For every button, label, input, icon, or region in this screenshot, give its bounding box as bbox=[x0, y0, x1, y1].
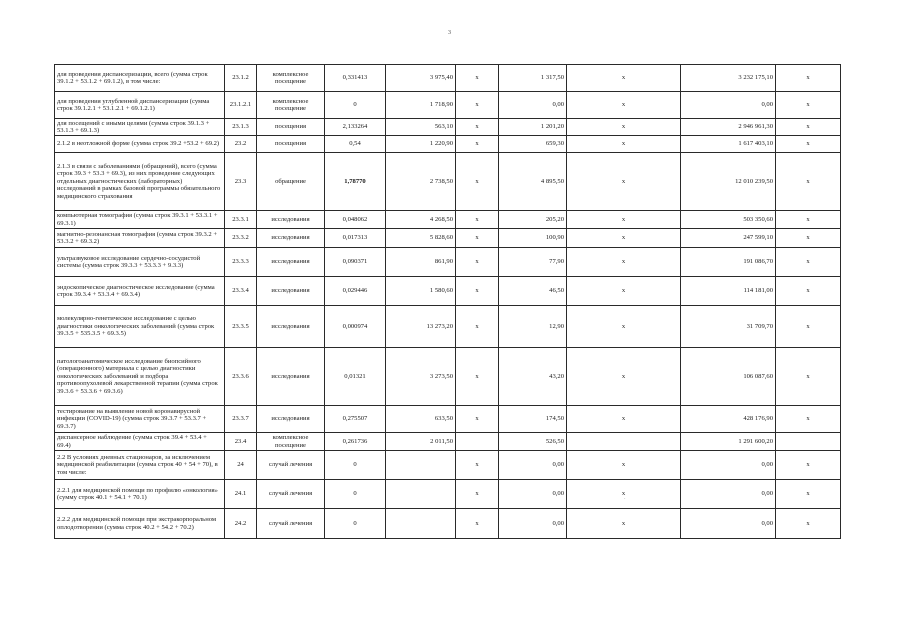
row-total: 503 350,60 bbox=[681, 211, 776, 229]
row-name: 2.2 В условиях дневных стационаров, за исключением медицинской реабилитации (сумма строк 40 + 54 + 70), в том числе: bbox=[55, 451, 225, 480]
row-number: 23.3.7 bbox=[225, 406, 257, 433]
scan-speck: · bbox=[624, 497, 626, 502]
row-name: 2.1.2 в неотложной форме (сумма строк 39.2 +53.2 + 69.2) bbox=[55, 136, 225, 153]
row-per-capita: 100,90 bbox=[499, 229, 567, 248]
row-total: 12 010 239,50 bbox=[681, 153, 776, 211]
row-total: 31 709,70 bbox=[681, 306, 776, 348]
row-per-capita: 526,50 bbox=[499, 433, 567, 451]
row-x-marker: х bbox=[456, 229, 499, 248]
row-name: для посещений с иными целями (сумма строк 39.1.3 + 53.1.3 + 69.1.3) bbox=[55, 119, 225, 136]
row-x-marker: х bbox=[456, 92, 499, 119]
row-x-marker: х bbox=[456, 65, 499, 92]
table-row bbox=[55, 277, 841, 306]
row-x-marker: х bbox=[776, 509, 841, 539]
row-unit: исследования bbox=[257, 306, 325, 348]
row-number: 23.2 bbox=[225, 136, 257, 153]
row-x-marker: х bbox=[567, 277, 681, 306]
row-unit: исследования bbox=[257, 248, 325, 277]
row-name: патологоанатомическое исследование биопсийного (операционного) материала с целью диагностики онкологических заболеваний и подбора противоопухолевой лекарственной терапии (сумма строк 39.3.6 + 53.3.6 + 69.3.6) bbox=[55, 348, 225, 406]
row-unit-cost: 1 580,60 bbox=[386, 277, 456, 306]
row-x-marker: х bbox=[567, 306, 681, 348]
row-total: 247 599,10 bbox=[681, 229, 776, 248]
row-total: 191 086,70 bbox=[681, 248, 776, 277]
row-x-marker: х bbox=[456, 248, 499, 277]
table-body bbox=[55, 65, 841, 539]
row-x-marker: х bbox=[776, 119, 841, 136]
row-x-marker: х bbox=[456, 211, 499, 229]
row-x-marker: х bbox=[776, 248, 841, 277]
row-number: 24.2 bbox=[225, 509, 257, 539]
row-name: для проведения диспансеризации, всего (сумма строк 39.1.2 + 53.1.2 + 69.1.2), в том числе: bbox=[55, 65, 225, 92]
row-per-capita: 174,50 bbox=[499, 406, 567, 433]
row-x-marker bbox=[456, 433, 499, 451]
row-total: 3 232 175,10 bbox=[681, 65, 776, 92]
row-unit-cost: 3 975,40 bbox=[386, 65, 456, 92]
row-x-marker: х bbox=[776, 153, 841, 211]
row-unit: исследования bbox=[257, 277, 325, 306]
table-row bbox=[55, 406, 841, 433]
row-norm: 0 bbox=[325, 92, 386, 119]
row-name: тестирование на выявление новой коронавирусной инфекции (COVID-19) (сумма строк 39.3.7 + 53.3.7 + 69.3.7) bbox=[55, 406, 225, 433]
row-norm: 0,090371 bbox=[325, 248, 386, 277]
row-x-marker: х bbox=[567, 92, 681, 119]
row-unit-cost: 4 268,50 bbox=[386, 211, 456, 229]
row-unit-cost: 1 220,90 bbox=[386, 136, 456, 153]
row-name: для проведения углубленной диспансеризации (сумма строк 39.1.2.1 + 53.1.2.1 + 69.1.2.1) bbox=[55, 92, 225, 119]
row-x-marker: х bbox=[567, 119, 681, 136]
row-per-capita: 4 895,50 bbox=[499, 153, 567, 211]
row-total: 106 087,60 bbox=[681, 348, 776, 406]
row-x-marker: х bbox=[776, 348, 841, 406]
row-unit: комплексное посещение bbox=[257, 65, 325, 92]
row-x-marker: х bbox=[776, 65, 841, 92]
row-number: 24 bbox=[225, 451, 257, 480]
table-row bbox=[55, 136, 841, 153]
row-norm: 0,275507 bbox=[325, 406, 386, 433]
row-norm: 0,331413 bbox=[325, 65, 386, 92]
row-norm: 2,133264 bbox=[325, 119, 386, 136]
row-x-marker bbox=[567, 433, 681, 451]
row-unit-cost: 563,10 bbox=[386, 119, 456, 136]
row-unit-cost: 861,90 bbox=[386, 248, 456, 277]
row-x-marker bbox=[776, 433, 841, 451]
row-per-capita: 0,00 bbox=[499, 451, 567, 480]
row-norm: 0,029446 bbox=[325, 277, 386, 306]
row-name: диспансерное наблюдение (сумма строк 39.4 + 53.4 + 69.4) bbox=[55, 433, 225, 451]
row-unit-cost: 1 718,90 bbox=[386, 92, 456, 119]
table-row bbox=[55, 211, 841, 229]
row-per-capita: 43,20 bbox=[499, 348, 567, 406]
row-unit-cost bbox=[386, 480, 456, 509]
row-per-capita: 0,00 bbox=[499, 92, 567, 119]
row-norm: 0,017313 bbox=[325, 229, 386, 248]
table-row bbox=[55, 433, 841, 451]
row-unit: случай лечения bbox=[257, 451, 325, 480]
row-number: 23.1.3 bbox=[225, 119, 257, 136]
row-unit-cost: 13 273,20 bbox=[386, 306, 456, 348]
row-x-marker: х bbox=[456, 136, 499, 153]
row-x-marker: х bbox=[456, 277, 499, 306]
row-unit-cost: 633,50 bbox=[386, 406, 456, 433]
row-number: 23.3.3 bbox=[225, 248, 257, 277]
row-x-marker: х bbox=[567, 509, 681, 539]
row-norm: 1,78770 bbox=[325, 153, 386, 211]
row-x-marker: х bbox=[567, 229, 681, 248]
page-number: 3 bbox=[448, 30, 451, 36]
row-x-marker: х bbox=[567, 451, 681, 480]
row-name: ультразвуковое исследование сердечно-сосудистой системы (сумма строк 39.3.3 + 53.3.3 + 9.3.3) bbox=[55, 248, 225, 277]
row-unit: посещения bbox=[257, 119, 325, 136]
row-unit: исследования bbox=[257, 229, 325, 248]
row-total: 114 181,00 bbox=[681, 277, 776, 306]
row-number: 23.3.2 bbox=[225, 229, 257, 248]
row-x-marker: х bbox=[456, 153, 499, 211]
row-total: 1 617 403,10 bbox=[681, 136, 776, 153]
row-x-marker: х bbox=[456, 348, 499, 406]
table-row bbox=[55, 480, 841, 509]
row-norm: 0 bbox=[325, 480, 386, 509]
row-name: 2.2.2 для медицинской помощи при экстракорпоральном оплодотворении (сумма строк 40.2 + 54.2 + 70.2) bbox=[55, 509, 225, 539]
row-unit: исследования bbox=[257, 406, 325, 433]
row-name: эндоскопическое диагностическое исследование (сумма строк 39.3.4 + 53.3.4 + 69.3.4) bbox=[55, 277, 225, 306]
row-x-marker: х bbox=[776, 406, 841, 433]
row-name: 2.1.3 в связи с заболеваниями (обращений), всего (сумма строк 39.3 + 53.3 + 69.3), из них проведение следующих отдельных диагностических (лабораторных) исследований в рамках базовой программы обязательного медицинского страхования bbox=[55, 153, 225, 211]
row-total: 0,00 bbox=[681, 451, 776, 480]
row-x-marker: х bbox=[567, 153, 681, 211]
row-x-marker: х bbox=[567, 65, 681, 92]
row-x-marker: х bbox=[776, 277, 841, 306]
row-x-marker: х bbox=[776, 451, 841, 480]
row-per-capita: 46,50 bbox=[499, 277, 567, 306]
row-unit: случай лечения bbox=[257, 480, 325, 509]
row-name: компьютерная томография (сумма строк 39.3.1 + 53.3.1 + 69.3.1) bbox=[55, 211, 225, 229]
row-total: 428 176,90 bbox=[681, 406, 776, 433]
row-unit: исследования bbox=[257, 211, 325, 229]
row-per-capita: 659,30 bbox=[499, 136, 567, 153]
row-number: 23.3 bbox=[225, 153, 257, 211]
row-total: 0,00 bbox=[681, 509, 776, 539]
row-x-marker: х bbox=[456, 480, 499, 509]
row-total: 0,00 bbox=[681, 480, 776, 509]
row-number: 23.1.2 bbox=[225, 65, 257, 92]
table-row bbox=[55, 65, 841, 92]
row-x-marker: х bbox=[567, 248, 681, 277]
row-number: 24.1 bbox=[225, 480, 257, 509]
table-row bbox=[55, 248, 841, 277]
row-norm: 0,261736 bbox=[325, 433, 386, 451]
row-unit-cost: 2 011,50 bbox=[386, 433, 456, 451]
row-unit: случай лечения bbox=[257, 509, 325, 539]
row-unit-cost bbox=[386, 451, 456, 480]
row-x-marker: х bbox=[776, 480, 841, 509]
row-unit: комплексное посещение bbox=[257, 92, 325, 119]
row-number: 23.4 bbox=[225, 433, 257, 451]
row-x-marker: х bbox=[456, 509, 499, 539]
row-norm: 0 bbox=[325, 509, 386, 539]
row-name: 2.2.1 для медицинской помощи по профилю «онкология» (сумму строк 40.1 + 54.1 + 70.1) bbox=[55, 480, 225, 509]
row-x-marker: х bbox=[776, 306, 841, 348]
row-norm: 0,048062 bbox=[325, 211, 386, 229]
row-per-capita: 205,20 bbox=[499, 211, 567, 229]
row-unit: обращение bbox=[257, 153, 325, 211]
row-per-capita: 0,00 bbox=[499, 480, 567, 509]
row-x-marker: х bbox=[456, 306, 499, 348]
row-unit-cost: 5 828,60 bbox=[386, 229, 456, 248]
row-x-marker: х bbox=[567, 136, 681, 153]
row-per-capita: 12,90 bbox=[499, 306, 567, 348]
row-name: молекулярно-генетическое исследование с целью диагностики онкологических заболеваний (сумма строк 39.3.5 + 535.3.5 + 69.3.5) bbox=[55, 306, 225, 348]
row-unit-cost bbox=[386, 509, 456, 539]
row-per-capita: 77,90 bbox=[499, 248, 567, 277]
row-norm: 0 bbox=[325, 451, 386, 480]
row-x-marker: х bbox=[776, 136, 841, 153]
table-row bbox=[55, 348, 841, 406]
row-unit: посещения bbox=[257, 136, 325, 153]
table-row bbox=[55, 153, 841, 211]
row-unit: исследования bbox=[257, 348, 325, 406]
table-row bbox=[55, 119, 841, 136]
table-row bbox=[55, 306, 841, 348]
row-norm: 0,01321 bbox=[325, 348, 386, 406]
row-x-marker: х bbox=[456, 406, 499, 433]
table-row bbox=[55, 451, 841, 480]
row-per-capita: 1 317,50 bbox=[499, 65, 567, 92]
row-x-marker: х bbox=[567, 348, 681, 406]
row-x-marker: х bbox=[776, 211, 841, 229]
row-total: 1 291 600,20 bbox=[681, 433, 776, 451]
row-unit: комплексное посещение bbox=[257, 433, 325, 451]
tariff-table bbox=[54, 64, 841, 539]
row-x-marker: х bbox=[776, 92, 841, 119]
row-x-marker: х bbox=[456, 119, 499, 136]
table-row bbox=[55, 229, 841, 248]
table-row bbox=[55, 509, 841, 539]
row-name: магнитно-резонансная томография (сумма строк 39.3.2 + 53.3.2 + 69.3.2) bbox=[55, 229, 225, 248]
row-total: 2 946 961,30 bbox=[681, 119, 776, 136]
row-unit-cost: 3 273,50 bbox=[386, 348, 456, 406]
row-per-capita: 1 201,20 bbox=[499, 119, 567, 136]
row-total: 0,00 bbox=[681, 92, 776, 119]
row-number: 23.1.2.1 bbox=[225, 92, 257, 119]
row-x-marker: х bbox=[567, 480, 681, 509]
row-number: 23.3.4 bbox=[225, 277, 257, 306]
row-x-marker: х bbox=[776, 229, 841, 248]
row-number: 23.3.1 bbox=[225, 211, 257, 229]
row-unit-cost: 2 738,50 bbox=[386, 153, 456, 211]
table-row bbox=[55, 92, 841, 119]
row-per-capita: 0,00 bbox=[499, 509, 567, 539]
row-x-marker: х bbox=[567, 406, 681, 433]
row-x-marker: х bbox=[456, 451, 499, 480]
row-number: 23.3.5 bbox=[225, 306, 257, 348]
row-norm: 0,54 bbox=[325, 136, 386, 153]
row-norm: 0,000974 bbox=[325, 306, 386, 348]
row-x-marker: х bbox=[567, 211, 681, 229]
row-number: 23.3.6 bbox=[225, 348, 257, 406]
